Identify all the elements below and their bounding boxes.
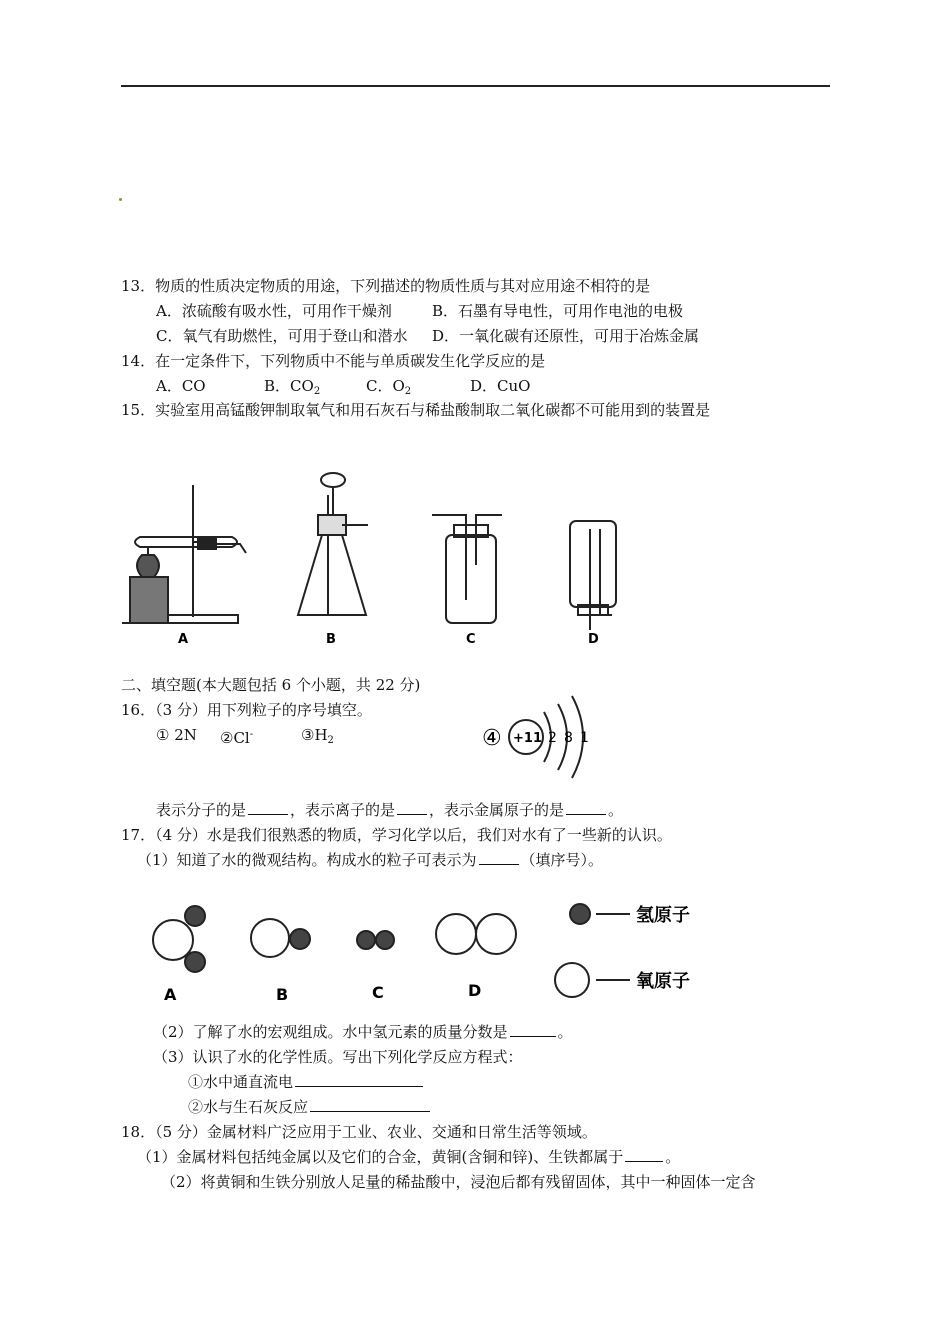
q13-option-c: C．氧气有助燃性，可用于登山和潜水 — [156, 327, 408, 345]
q15-stem: 15．实验室用高锰酸钾制取氧气和用石灰石与稀盐酸制取二氧化碳都不可能用到的装置是 — [121, 401, 711, 419]
atom-structure-diagram — [478, 690, 618, 790]
apparatus-label-a: A — [178, 632, 189, 647]
q14-option-b: B．$CO_2$ — [264, 377, 321, 397]
atom-index: ④ — [482, 726, 502, 751]
apparatus-d — [570, 521, 616, 630]
answer-blank-mass-fraction[interactable] — [510, 1022, 556, 1037]
apparatus-label-c: C — [466, 632, 476, 647]
stray-dot — [119, 198, 122, 201]
shell-electrons-2: 8 — [564, 730, 573, 746]
q16-particle-3: $③H_2$ — [301, 726, 334, 746]
q17-part3-ii: ②水与生石灰反应 — [188, 1097, 432, 1117]
atom-nucleus-charge: +11 — [513, 731, 542, 746]
q17-part2: （2）了解了水的宏观组成。水中氢元素的质量分数是 。 — [153, 1023, 573, 1041]
q13-option-a: A．浓硫酸有吸水性，可用作干燥剂 — [156, 302, 392, 320]
q13-option-b: B．石墨有导电性，可用作电池的电极 — [432, 302, 684, 320]
section-heading: 二、填空题(本大题包括 6 个小题，共 22 分) — [121, 676, 421, 694]
q16-stem: 16．（3 分）用下列粒子的序号填空。 — [121, 701, 372, 719]
q13-stem: 13．物质的性质决定物质的用途，下列描述的物质性质与其对应用途不相符的是 — [121, 277, 651, 295]
q18-part1: （1）金属材料包括纯金属以及它们的合金，黄铜(含铜和锌)、生铁都属于 。 — [137, 1148, 681, 1166]
q14-stem: 14．在一定条件下，下列物质中不能与单质碳发生化学反应的是 — [121, 352, 546, 370]
q16-particle-2: ②Cl- — [220, 729, 254, 747]
apparatus-label-d: D — [588, 632, 599, 647]
answer-blank-quicklime[interactable] — [310, 1097, 430, 1112]
model-c — [357, 931, 394, 949]
legend-oxygen-label: 氧原子 — [636, 971, 690, 992]
q16-particle-1: ① 2N — [156, 726, 197, 744]
answer-blank-water-particle[interactable] — [479, 850, 519, 865]
header-rule — [121, 85, 830, 87]
q16-fill-line: 表示分子的是 ，表示离子的是 ，表示金属原子的是 。 — [156, 801, 624, 819]
q17-part1: （1）知道了水的微观结构。构成水的粒子可表示为 （填序号）。 — [137, 851, 604, 869]
apparatus-c — [432, 515, 502, 623]
answer-blank-metal-atom[interactable] — [566, 800, 606, 815]
hydrogen-legend-icon — [570, 904, 590, 924]
shell-electrons-1: 2 — [548, 730, 557, 746]
model-d — [436, 914, 516, 954]
legend-hydrogen-label: 氢原子 — [636, 905, 690, 926]
q17-stem: 17．（4 分）水是我们很熟悉的物质，学习化学以后，我们对水有了一些新的认识。 — [121, 826, 672, 844]
apparatus-label-b: B — [326, 632, 336, 647]
model-label-c: C — [372, 983, 384, 1002]
q18-part2: （2）将黄铜和生铁分别放人足量的稀盐酸中，浸泡后都有残留固体，其中一种固体一定含 — [161, 1173, 756, 1191]
q13-option-d: D．一氧化碳有还原性，可用于冶炼金属 — [432, 327, 700, 345]
model-a — [153, 906, 205, 972]
q17-part3-i: ①水中通直流电 — [188, 1072, 425, 1092]
model-label-d: D — [468, 981, 482, 1000]
model-b — [251, 919, 310, 957]
q14-option-d: D．CuO — [470, 377, 531, 395]
answer-blank-ion[interactable] — [397, 800, 427, 815]
model-label-b: B — [276, 985, 289, 1004]
answer-blank-electrolysis[interactable] — [295, 1072, 423, 1087]
shell-electrons-3: 1 — [580, 730, 589, 746]
answer-blank-material-type[interactable] — [625, 1147, 663, 1162]
model-label-a: A — [164, 985, 177, 1004]
q14-option-a: A．CO — [156, 377, 206, 395]
answer-blank-molecule[interactable] — [248, 800, 288, 815]
apparatus-figure — [120, 455, 640, 655]
q17-part3: （3）认识了水的化学性质。写出下列化学反应方程式： — [153, 1048, 523, 1066]
q18-stem: 18．（5 分）金属材料广泛应用于工业、农业、交通和日常生活等领域。 — [121, 1123, 597, 1141]
oxygen-legend-icon — [555, 963, 589, 997]
apparatus-a — [122, 485, 246, 623]
molecule-models-figure — [140, 890, 730, 1010]
apparatus-b — [298, 473, 368, 615]
q14-option-c: C．$O_2$ — [366, 377, 412, 397]
